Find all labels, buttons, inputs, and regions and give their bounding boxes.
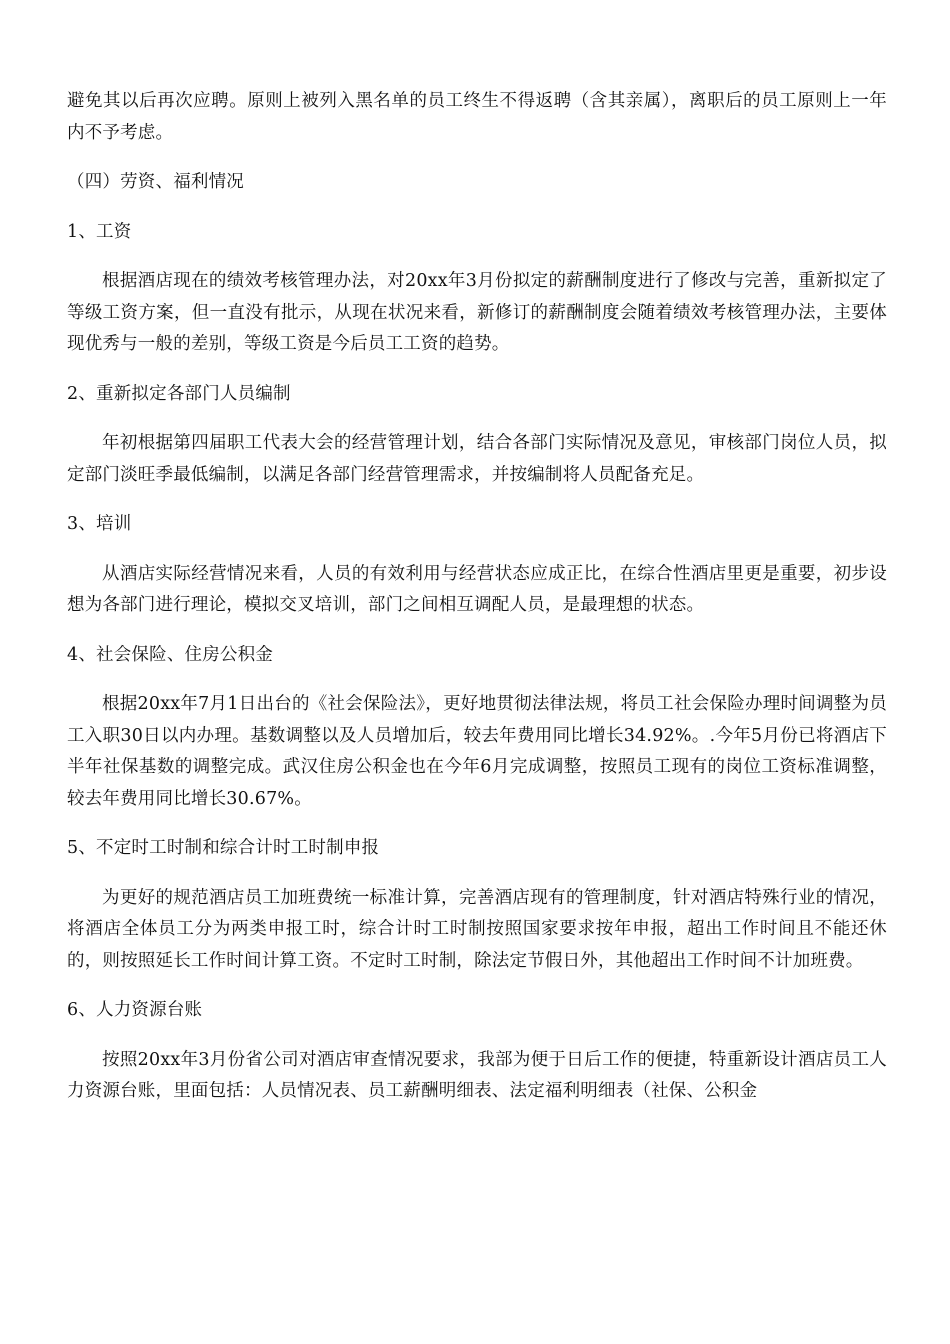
subheading-social-insurance: 4、社会保险、住房公积金 <box>67 644 274 665</box>
subheading-working-hours: 5、不定时工时制和综合计时工时制申报 <box>67 838 380 858</box>
paragraph-hr-ledger: 按照20xx年3月份省公司对酒店审查情况要求，我部为便于日后工作的便捷，特重新设计酒店员工人力资源台账，里面包括：人员情况表、员工薪酬明细表、法定福利明细表（社保、公积金 <box>67 1049 887 1101</box>
document-body <box>67 86 887 1126</box>
paragraph-staffing: 年初根据第四届职工代表大会的经营管理计划，结合各部门实际情况及意见，审核部门岗位人员，拟定部门淡旺季最低编制，以满足各部门经营管理需求，并按编制将人员配备充足。 <box>67 433 887 485</box>
paragraph-wages: 根据酒店现在的绩效考核管理办法，对20xx年3月份拟定的薪酬制度进行了修改与完善，重新拟定了等级工资方案，但一直没有批示，从现在状况来看，新修订的薪酬制度会随着绩效考核管理办法，主要体现优秀与一般的差别，等级工资是今后员工工资的趋势。 <box>67 271 887 354</box>
paragraph-social-insurance: 根据20xx年7月1日出台的《社会保险法》，更好地贯彻法律法规，将员工社会保险办理时间调整为员工入职30日以内办理。基数调整以及人员增加后，较去年费用同比增长34.92%。.今年5月份已将酒店下半年社保基数的调整完成。武汉住房公积金也在今年6月完成调整，按照员工现有的岗位工资标准调整，较去年费用同比增长30.67%。 <box>67 694 887 809</box>
paragraph-working-hours: 为更好的规范酒店员工加班费统一标准计算，完善酒店现有的管理制度，针对酒店特殊行业的情况，将酒店全体员工分为两类申报工时，综合计时工时制按照国家要求按年申报，超出工作时间且不能还休的，则按照延长工作时间计算工资。不定时工时制，除法定节假日外，其他超出工作时间不计加班费。 <box>67 887 887 971</box>
subheading-hr-ledger: 6、人力资源台账 <box>67 1000 203 1020</box>
section-heading-labor-welfare: （四）劳资、福利情况 <box>67 172 244 192</box>
subheading-training: 3、培训 <box>67 514 132 534</box>
paragraph-blacklist-continuation: 避免其以后再次应聘。原则上被列入黑名单的员工终生不得返聘（含其亲属），离职后的员工原则上一年内不予考虑。 <box>67 91 887 143</box>
subheading-staffing: 2、重新拟定各部门人员编制 <box>67 383 291 404</box>
subheading-wages: 1、工资 <box>67 221 132 242</box>
paragraph-training: 从酒店实际经营情况来看，人员的有效利用与经营状态应成正比，在综合性酒店里更是重要，初步设想为各部门进行理论，模拟交叉培训，部门之间相互调配人员，是最理想的状态。 <box>67 563 887 615</box>
